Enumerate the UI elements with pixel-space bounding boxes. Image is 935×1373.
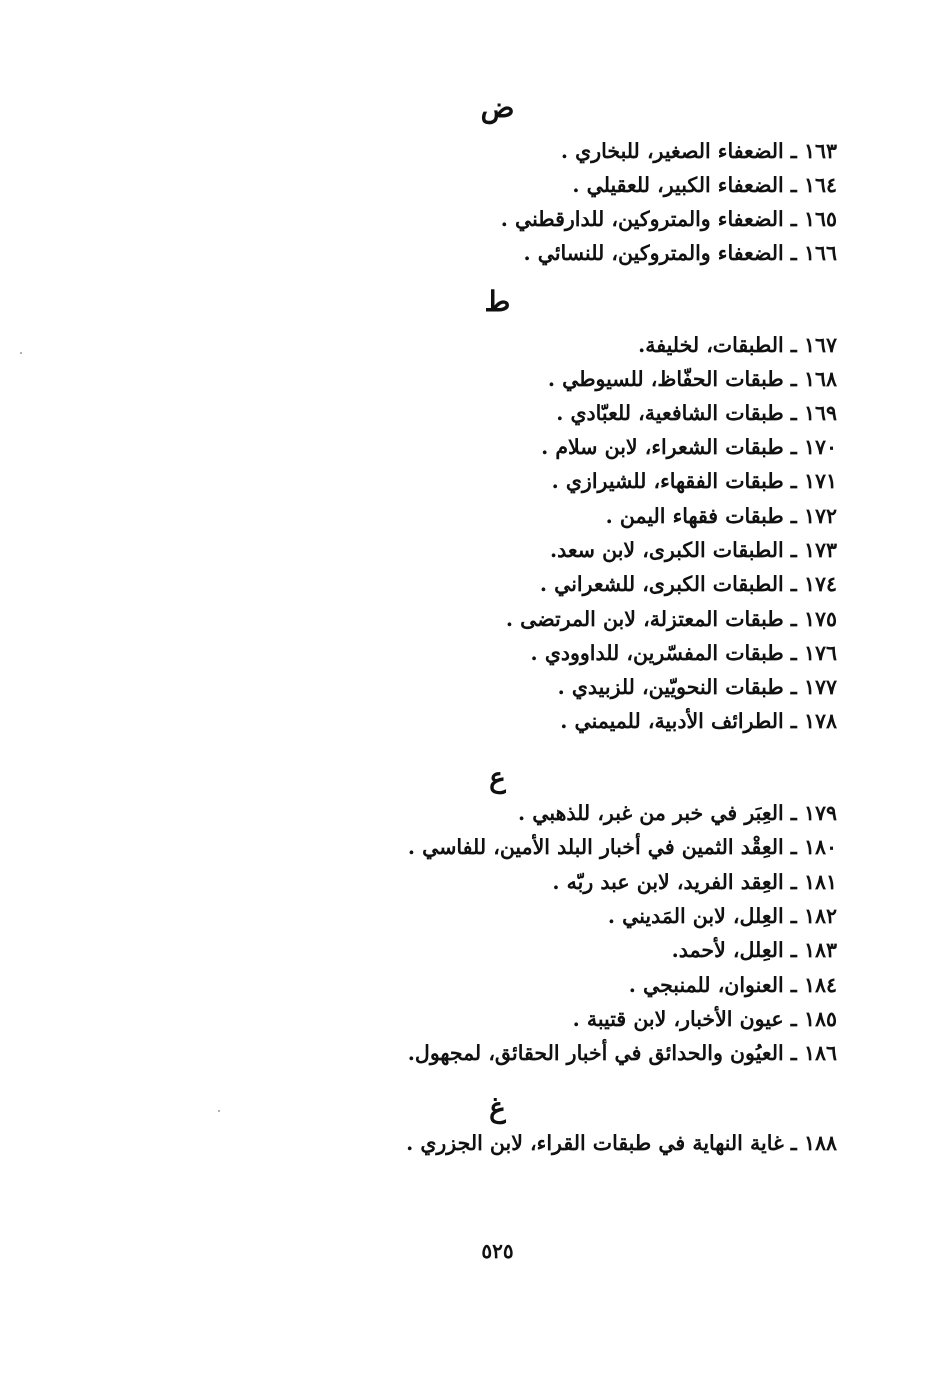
entry-separator: ـ [783, 401, 804, 425]
entry-title: الضعفاء الكبير، للعقيلي . [572, 173, 784, 197]
entry-separator: ـ [783, 367, 804, 391]
entry-title: الطبقات الكبرى، للشعراني . [539, 572, 784, 596]
entry-separator: ـ [783, 173, 804, 197]
list-item [406, 1128, 837, 1158]
list-item [541, 432, 837, 462]
entry-title: العيُون والحدائق في أخبار الحقائق، لمجهول. [407, 1041, 784, 1065]
entry-separator: ـ [783, 1007, 804, 1031]
entry-number: ١٨٤ [803, 973, 837, 997]
entry-number: ١٧١ [803, 469, 837, 493]
entry-separator: ـ [783, 1131, 804, 1155]
list-item [523, 238, 837, 268]
list-item [606, 501, 837, 531]
entry-title: طبقات الشعراء، لابن سلام . [541, 435, 784, 459]
entry-title: الطبقات، لخليفة. [638, 333, 784, 357]
entry-number: ١٨٦ [803, 1041, 837, 1065]
entry-separator: ـ [783, 973, 804, 997]
entry-title: طبقات المعتزلة، لابن المرتضى . [505, 607, 784, 631]
entry-separator: ـ [783, 709, 804, 733]
entry-separator: ـ [783, 675, 804, 699]
entry-number: ١٧٣ [803, 538, 837, 562]
list-item [608, 901, 837, 931]
section-heading-ta: ط [484, 285, 511, 318]
entry-title: طبقات النحويّين، للزبيدي . [557, 675, 784, 699]
page-number: ٥٢٥ [481, 1239, 514, 1263]
entry-separator: ـ [783, 241, 804, 265]
entry-title: الضعفاء والمتروكين، للدارقطني . [500, 207, 784, 231]
entry-title: طبقات الشافعية، للعبّادي . [556, 401, 784, 425]
entry-separator: ـ [783, 1041, 804, 1065]
entry-separator: ـ [783, 207, 804, 231]
list-item [558, 672, 837, 702]
list-item [518, 798, 837, 828]
entry-title: العِلل، لأحمد. [671, 938, 784, 962]
entry-separator: ـ [783, 333, 804, 357]
entry-separator: ـ [783, 904, 804, 928]
list-item [572, 170, 837, 200]
list-item [638, 330, 837, 360]
entry-title: الضعفاء الصغير، للبخاري . [560, 139, 784, 163]
entry-separator: ـ [783, 139, 804, 163]
entry-title: طبقات الفقهاء، للشيرازي . [551, 469, 784, 493]
entry-separator: ـ [783, 870, 804, 894]
entry-title: غاية النهاية في طبقات القراء، لابن الجزري . [406, 1131, 784, 1155]
entry-number: ١٦٨ [803, 367, 837, 391]
entry-number: ١٧٢ [803, 504, 837, 528]
entry-number: ١٨٠ [803, 835, 837, 859]
entry-separator: ـ [783, 504, 804, 528]
entry-number: ١٦٥ [803, 207, 837, 231]
entry-number: ١٨١ [803, 870, 837, 894]
list-item [560, 706, 837, 736]
list-item [506, 604, 837, 634]
entry-number: ١٨٣ [803, 938, 837, 962]
entry-separator: ـ [783, 469, 804, 493]
entry-separator: ـ [783, 435, 804, 459]
section-heading-ain: ع [489, 761, 506, 794]
entry-separator: ـ [783, 607, 804, 631]
scan-speck [20, 352, 22, 354]
list-item [408, 832, 837, 862]
entry-title: الطبقات الكبرى، لابن سعد. [550, 538, 784, 562]
entry-separator: ـ [783, 835, 804, 859]
list-item [550, 535, 837, 565]
entry-title: طبقات المفسّرين، للداوودي . [530, 641, 784, 665]
list-item [573, 1004, 837, 1034]
list-item [540, 569, 837, 599]
entry-title: الضعفاء والمتروكين، للنسائي . [523, 241, 784, 265]
entry-separator: ـ [783, 538, 804, 562]
list-item [548, 364, 837, 394]
entry-number: ١٧٦ [803, 641, 837, 665]
section-heading-dad: ض [480, 91, 515, 124]
entry-number: ١٧٥ [803, 607, 837, 631]
entry-number: ١٨٢ [803, 904, 837, 928]
entry-title: العِلل، لابن المَديني . [607, 904, 784, 928]
entry-separator: ـ [783, 801, 804, 825]
entry-number: ١٧٨ [803, 709, 837, 733]
list-item [501, 204, 837, 234]
entry-number: ١٦٦ [803, 241, 837, 265]
entry-number: ١٧٩ [803, 801, 837, 825]
entry-number: ١٦٣ [803, 139, 837, 163]
entry-title: العنوان، للمنبجي . [628, 973, 784, 997]
scan-speck [218, 1110, 220, 1112]
entry-separator: ـ [783, 938, 804, 962]
entry-number: ١٧٠ [803, 435, 837, 459]
list-item [552, 867, 837, 897]
entry-title: طبقات الحفّاظ، للسيوطي . [547, 367, 784, 391]
entry-title: الطرائف الأدبية، للميمني . [560, 709, 784, 733]
list-item [561, 136, 837, 166]
entry-number: ١٦٧ [803, 333, 837, 357]
entry-title: العِقْد الثمين في أخبار البلد الأمين، للفاسي . [407, 835, 784, 859]
entry-title: العِقد الفريد، لابن عبد ربّه . [552, 870, 784, 894]
entry-separator: ـ [783, 572, 804, 596]
entry-title: طبقات فقهاء اليمن . [605, 504, 784, 528]
list-item [556, 398, 837, 428]
entry-number: ١٦٩ [803, 401, 837, 425]
list-item [552, 466, 837, 496]
list-item [672, 935, 837, 965]
entry-number: ١٨٥ [803, 1007, 837, 1031]
entry-number: ١٧٤ [803, 572, 837, 596]
section-heading-ghain: غ [489, 1091, 506, 1124]
entry-title: العِبَر في خبر من غبر، للذهبي . [518, 801, 784, 825]
list-item [408, 1038, 837, 1068]
list-item [531, 638, 837, 668]
list-item [629, 970, 837, 1000]
entry-number: ١٧٧ [803, 675, 837, 699]
entry-number: ١٦٤ [803, 173, 837, 197]
entry-title: عيون الأخبار، لابن قتيبة . [572, 1007, 784, 1031]
entry-separator: ـ [783, 641, 804, 665]
entry-number: ١٨٨ [803, 1131, 837, 1155]
